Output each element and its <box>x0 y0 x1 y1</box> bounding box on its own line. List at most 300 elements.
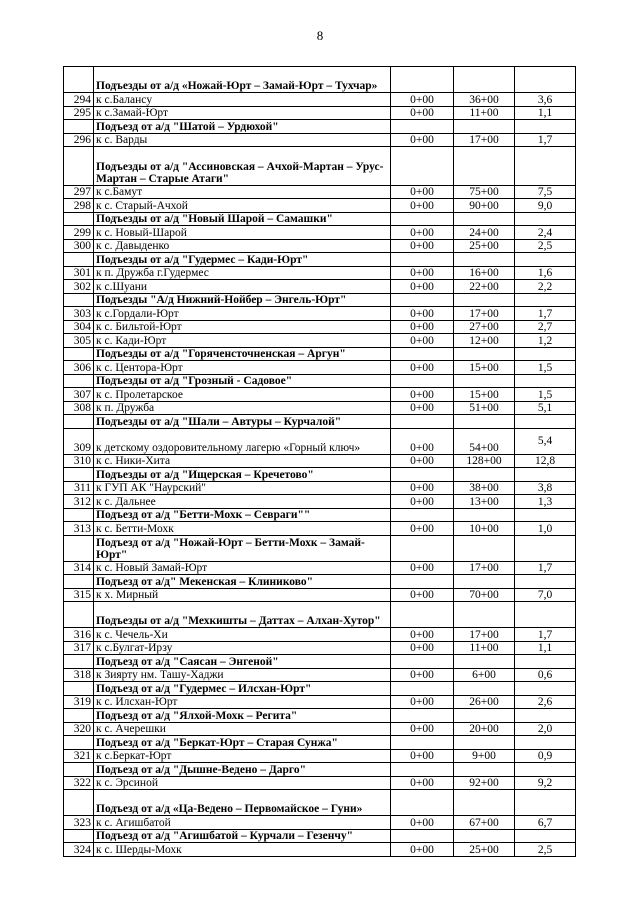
start-km-cell: 0+00 <box>391 401 454 415</box>
group-name-cell: Подъезд от а/д «Ца-Ведено – Первомайское – Гуни» <box>94 790 391 816</box>
end-km-cell: 17+00 <box>454 561 515 575</box>
group-header-row <box>64 253 576 267</box>
end-km-cell <box>454 120 515 134</box>
table-row <box>64 481 576 495</box>
row-number-cell: 313 <box>64 522 94 536</box>
table-row <box>64 628 576 642</box>
row-number-cell: 311 <box>64 481 94 495</box>
start-km-cell <box>391 535 454 561</box>
group-header-row <box>64 468 576 482</box>
row-number-cell <box>64 468 94 482</box>
row-number-cell <box>64 736 94 750</box>
end-km-cell: 38+00 <box>454 481 515 495</box>
group-name-cell: Подъезд от а/д "Ялхой-Мохк – Регита" <box>94 709 391 723</box>
group-header-row <box>64 535 576 561</box>
length-cell <box>515 374 576 388</box>
start-km-cell: 0+00 <box>391 722 454 736</box>
start-km-cell <box>391 293 454 307</box>
destination-cell: к с. Дальнее <box>94 495 391 509</box>
start-km-cell <box>391 575 454 589</box>
row-number-cell <box>64 829 94 843</box>
destination-cell: к Зиярту нм. Ташу-Хаджи <box>94 668 391 682</box>
group-name-cell: Подъезд от а/д "Шатой – Урдюхой" <box>94 120 391 134</box>
end-km-cell <box>454 709 515 723</box>
destination-cell: к с. Пролетарское <box>94 388 391 402</box>
start-km-cell <box>391 347 454 361</box>
length-cell: 1,7 <box>515 133 576 147</box>
destination-cell: к с. Давыденко <box>94 239 391 253</box>
end-km-cell: 13+00 <box>454 495 515 509</box>
end-km-cell: 24+00 <box>454 226 515 240</box>
destination-cell: к с.Беркат-Юрт <box>94 749 391 763</box>
row-number-cell <box>64 120 94 134</box>
table-body <box>64 67 576 857</box>
destination-cell: к с. Варды <box>94 133 391 147</box>
row-number-cell <box>64 147 94 186</box>
table-row <box>64 776 576 790</box>
table-row <box>64 320 576 334</box>
row-number-cell: 320 <box>64 722 94 736</box>
table-row <box>64 361 576 375</box>
table-row <box>64 307 576 321</box>
length-cell <box>515 147 576 186</box>
start-km-cell: 0+00 <box>391 522 454 536</box>
length-cell <box>515 535 576 561</box>
group-name-cell: Подъезд от а/д" Мекенская – Клиниково" <box>94 575 391 589</box>
group-header-row <box>64 212 576 226</box>
table-row <box>64 843 576 857</box>
start-km-cell: 0+00 <box>391 93 454 107</box>
row-number-cell: 301 <box>64 266 94 280</box>
length-cell: 1,5 <box>515 361 576 375</box>
row-number-cell: 295 <box>64 106 94 120</box>
table-row <box>64 428 576 454</box>
end-km-cell: 67+00 <box>454 816 515 830</box>
table-row <box>64 334 576 348</box>
start-km-cell <box>391 790 454 816</box>
row-number-cell <box>64 709 94 723</box>
destination-cell: к с. Центора-Юрт <box>94 361 391 375</box>
group-name-cell: Подъезды "А/д Нижний-Нойбер – Энгель-Юрт" <box>94 293 391 307</box>
group-header-row <box>64 763 576 777</box>
end-km-cell <box>454 468 515 482</box>
start-km-cell <box>391 120 454 134</box>
length-cell <box>515 347 576 361</box>
row-number-cell <box>64 253 94 267</box>
length-cell: 7,5 <box>515 185 576 199</box>
start-km-cell: 0+00 <box>391 199 454 213</box>
start-km-cell: 0+00 <box>391 454 454 468</box>
destination-cell: к с. Новый-Шарой <box>94 226 391 240</box>
group-name-cell: Подъезд от а/д "Ножай-Юрт – Бетти-Мохк – Замай-Юрт" <box>94 535 391 561</box>
length-cell: 2,7 <box>515 320 576 334</box>
destination-cell: к х. Мирный <box>94 588 391 602</box>
table-row <box>64 133 576 147</box>
row-number-cell: 299 <box>64 226 94 240</box>
group-header-row <box>64 575 576 589</box>
row-number-cell: 324 <box>64 843 94 857</box>
length-cell: 6,7 <box>515 816 576 830</box>
end-km-cell <box>454 212 515 226</box>
length-cell: 2,4 <box>515 226 576 240</box>
end-km-cell: 11+00 <box>454 641 515 655</box>
row-number-cell <box>64 415 94 429</box>
start-km-cell <box>391 829 454 843</box>
row-number-cell <box>64 212 94 226</box>
length-cell <box>515 253 576 267</box>
destination-cell: к с. Ачерешки <box>94 722 391 736</box>
row-number-cell: 318 <box>64 668 94 682</box>
end-km-cell: 6+00 <box>454 668 515 682</box>
destination-cell: к с. Илсхан-Юрт <box>94 695 391 709</box>
row-number-cell <box>64 655 94 669</box>
end-km-cell <box>454 347 515 361</box>
row-number-cell: 303 <box>64 307 94 321</box>
destination-cell: к с. Шерды-Мохк <box>94 843 391 857</box>
start-km-cell: 0+00 <box>391 561 454 575</box>
group-name-cell: Подъезды от а/д "Новый Шарой – Самашки" <box>94 212 391 226</box>
start-km-cell <box>391 763 454 777</box>
group-name-cell: Подъезды от а/д "Грозный - Садовое" <box>94 374 391 388</box>
end-km-cell <box>454 67 515 93</box>
group-name-cell: Подъезды от а/д "Ищерская – Кречетово" <box>94 468 391 482</box>
length-cell <box>515 602 576 628</box>
end-km-cell: 36+00 <box>454 93 515 107</box>
end-km-cell: 15+00 <box>454 388 515 402</box>
table-row <box>64 388 576 402</box>
end-km-cell: 10+00 <box>454 522 515 536</box>
length-cell: 1,2 <box>515 334 576 348</box>
start-km-cell <box>391 682 454 696</box>
row-number-cell: 297 <box>64 185 94 199</box>
destination-cell: к ГУП АК "Наурский" <box>94 481 391 495</box>
start-km-cell: 0+00 <box>391 588 454 602</box>
end-km-cell: 27+00 <box>454 320 515 334</box>
row-number-cell: 296 <box>64 133 94 147</box>
start-km-cell: 0+00 <box>391 280 454 294</box>
start-km-cell <box>391 709 454 723</box>
length-cell: 1,0 <box>515 522 576 536</box>
group-name-cell: Подъезды от а/д "Шали – Автуры – Курчалой" <box>94 415 391 429</box>
end-km-cell: 17+00 <box>454 307 515 321</box>
destination-cell: к с. Агишбатой <box>94 816 391 830</box>
start-km-cell: 0+00 <box>391 481 454 495</box>
destination-cell: к с.Гордали-Юрт <box>94 307 391 321</box>
length-cell: 1,7 <box>515 561 576 575</box>
end-km-cell: 17+00 <box>454 628 515 642</box>
length-cell <box>515 508 576 522</box>
row-number-cell: 307 <box>64 388 94 402</box>
start-km-cell <box>391 736 454 750</box>
length-cell: 1,7 <box>515 307 576 321</box>
destination-cell: к с.Булгат-Ирзу <box>94 641 391 655</box>
start-km-cell: 0+00 <box>391 185 454 199</box>
length-cell <box>515 709 576 723</box>
destination-cell: к с. Старый-Ачхой <box>94 199 391 213</box>
group-header-row <box>64 347 576 361</box>
end-km-cell: 11+00 <box>454 106 515 120</box>
destination-cell: к с.Замай-Юрт <box>94 106 391 120</box>
destination-cell: к п. Дружба г.Гудермес <box>94 266 391 280</box>
start-km-cell: 0+00 <box>391 239 454 253</box>
end-km-cell <box>454 655 515 669</box>
row-number-cell: 298 <box>64 199 94 213</box>
group-header-row <box>64 508 576 522</box>
end-km-cell: 54+00 <box>454 428 515 454</box>
end-km-cell: 17+00 <box>454 133 515 147</box>
start-km-cell: 0+00 <box>391 307 454 321</box>
group-name-cell: Подъезды от а/д "Горяченсточненская – Аргун" <box>94 347 391 361</box>
row-number-cell: 317 <box>64 641 94 655</box>
row-number-cell <box>64 790 94 816</box>
row-number-cell: 302 <box>64 280 94 294</box>
end-km-cell: 9+00 <box>454 749 515 763</box>
row-number-cell: 309 <box>64 428 94 454</box>
end-km-cell <box>454 374 515 388</box>
row-number-cell: 312 <box>64 495 94 509</box>
row-number-cell <box>64 293 94 307</box>
start-km-cell: 0+00 <box>391 843 454 857</box>
start-km-cell: 0+00 <box>391 816 454 830</box>
start-km-cell <box>391 212 454 226</box>
start-km-cell: 0+00 <box>391 641 454 655</box>
start-km-cell: 0+00 <box>391 133 454 147</box>
length-cell: 2,6 <box>515 695 576 709</box>
end-km-cell: 20+00 <box>454 722 515 736</box>
length-cell <box>515 829 576 843</box>
start-km-cell: 0+00 <box>391 776 454 790</box>
length-cell: 1,7 <box>515 628 576 642</box>
group-name-cell: Подъезд от а/д "Бетти-Мохк – Севраги"" <box>94 508 391 522</box>
start-km-cell <box>391 655 454 669</box>
group-header-row <box>64 67 576 93</box>
end-km-cell: 90+00 <box>454 199 515 213</box>
group-name-cell: Подъезды от а/д «Ножай-Юрт – Замай-Юрт – Тухчар» <box>94 67 391 93</box>
length-cell: 1,3 <box>515 495 576 509</box>
table-row <box>64 641 576 655</box>
length-cell <box>515 468 576 482</box>
table-row <box>64 749 576 763</box>
length-cell <box>515 736 576 750</box>
row-number-cell: 310 <box>64 454 94 468</box>
length-cell <box>515 415 576 429</box>
end-km-cell: 12+00 <box>454 334 515 348</box>
row-number-cell: 315 <box>64 588 94 602</box>
length-cell <box>515 212 576 226</box>
length-cell: 2,5 <box>515 239 576 253</box>
destination-cell: к с.Баланcу <box>94 93 391 107</box>
destination-cell: к с.Шуани <box>94 280 391 294</box>
end-km-cell <box>454 575 515 589</box>
start-km-cell: 0+00 <box>391 749 454 763</box>
row-number-cell <box>64 682 94 696</box>
row-number-cell <box>64 374 94 388</box>
row-number-cell: 306 <box>64 361 94 375</box>
start-km-cell: 0+00 <box>391 226 454 240</box>
row-number-cell: 314 <box>64 561 94 575</box>
table-row <box>64 668 576 682</box>
row-number-cell: 323 <box>64 816 94 830</box>
end-km-cell <box>454 829 515 843</box>
end-km-cell: 75+00 <box>454 185 515 199</box>
end-km-cell <box>454 293 515 307</box>
table-row <box>64 280 576 294</box>
end-km-cell <box>454 535 515 561</box>
group-header-row <box>64 374 576 388</box>
group-name-cell: Подъезд от а/д "Беркат-Юрт – Старая Сунжа" <box>94 736 391 750</box>
group-name-cell: Подъезд от а/д "Дышне-Ведено – Дарго" <box>94 763 391 777</box>
start-km-cell <box>391 508 454 522</box>
table-row <box>64 588 576 602</box>
end-km-cell <box>454 415 515 429</box>
start-km-cell: 0+00 <box>391 695 454 709</box>
start-km-cell <box>391 602 454 628</box>
row-number-cell: 294 <box>64 93 94 107</box>
start-km-cell: 0+00 <box>391 428 454 454</box>
length-cell: 5,4 <box>515 428 576 454</box>
destination-cell: к с. Кади-Юрт <box>94 334 391 348</box>
group-header-row <box>64 829 576 843</box>
length-cell: 3,8 <box>515 481 576 495</box>
destination-cell: к п. Дружба <box>94 401 391 415</box>
length-cell: 1,5 <box>515 388 576 402</box>
length-cell: 2,0 <box>515 722 576 736</box>
length-cell <box>515 790 576 816</box>
start-km-cell <box>391 415 454 429</box>
end-km-cell: 16+00 <box>454 266 515 280</box>
group-header-row <box>64 655 576 669</box>
row-number-cell <box>64 535 94 561</box>
group-name-cell: Подъезды от а/д "Мехкишты – Даттах – Алхан-Хутор" <box>94 602 391 628</box>
row-number-cell <box>64 508 94 522</box>
table-row <box>64 401 576 415</box>
end-km-cell <box>454 147 515 186</box>
row-number-cell: 308 <box>64 401 94 415</box>
start-km-cell: 0+00 <box>391 628 454 642</box>
end-km-cell: 51+00 <box>454 401 515 415</box>
end-km-cell: 25+00 <box>454 843 515 857</box>
table-row <box>64 561 576 575</box>
start-km-cell <box>391 67 454 93</box>
road-access-table <box>63 66 576 857</box>
row-number-cell: 322 <box>64 776 94 790</box>
group-header-row <box>64 415 576 429</box>
group-header-row <box>64 790 576 816</box>
group-name-cell: Подъезды от а/д "Ассиновская – Ачхой-Мартан – Урус-Мартан – Старые Атаги" <box>94 147 391 186</box>
group-name-cell: Подъезд от а/д "Гудермес – Илсхан-Юрт" <box>94 682 391 696</box>
end-km-cell: 92+00 <box>454 776 515 790</box>
end-km-cell: 15+00 <box>454 361 515 375</box>
row-number-cell <box>64 763 94 777</box>
row-number-cell <box>64 347 94 361</box>
group-name-cell: Подъезд от а/д "Агишбатой – Курчали – Гезенчу" <box>94 829 391 843</box>
length-cell <box>515 655 576 669</box>
table-row <box>64 816 576 830</box>
destination-cell: к с.Бамут <box>94 185 391 199</box>
table-row <box>64 695 576 709</box>
destination-cell: к с. Новый Замай-Юрт <box>94 561 391 575</box>
start-km-cell: 0+00 <box>391 266 454 280</box>
group-header-row <box>64 602 576 628</box>
table-row <box>64 199 576 213</box>
length-cell <box>515 682 576 696</box>
length-cell: 1,1 <box>515 106 576 120</box>
start-km-cell <box>391 374 454 388</box>
length-cell: 1,1 <box>515 641 576 655</box>
table-row <box>64 266 576 280</box>
end-km-cell <box>454 508 515 522</box>
group-header-row <box>64 293 576 307</box>
group-name-cell: Подъезды от а/д "Гудермес – Кади-Юрт" <box>94 253 391 267</box>
start-km-cell: 0+00 <box>391 495 454 509</box>
end-km-cell <box>454 736 515 750</box>
group-header-row <box>64 120 576 134</box>
group-header-row <box>64 147 576 186</box>
table-row <box>64 454 576 468</box>
end-km-cell <box>454 253 515 267</box>
end-km-cell: 22+00 <box>454 280 515 294</box>
destination-cell: к детскому оздоровительному лагерю «Горный ключ» <box>94 428 391 454</box>
start-km-cell: 0+00 <box>391 320 454 334</box>
table-row <box>64 226 576 240</box>
end-km-cell <box>454 790 515 816</box>
page-number: 8 <box>316 28 324 43</box>
length-cell <box>515 763 576 777</box>
end-km-cell: 25+00 <box>454 239 515 253</box>
length-cell <box>515 575 576 589</box>
row-number-cell: 316 <box>64 628 94 642</box>
table-row <box>64 722 576 736</box>
length-cell: 1,6 <box>515 266 576 280</box>
length-cell: 0,6 <box>515 668 576 682</box>
table-row <box>64 239 576 253</box>
row-number-cell <box>64 575 94 589</box>
start-km-cell: 0+00 <box>391 361 454 375</box>
row-number-cell: 319 <box>64 695 94 709</box>
destination-cell: к с. Бильтой-Юрт <box>94 320 391 334</box>
table-row <box>64 185 576 199</box>
length-cell: 2,5 <box>515 843 576 857</box>
group-header-row <box>64 736 576 750</box>
length-cell: 9,0 <box>515 199 576 213</box>
table-row <box>64 93 576 107</box>
length-cell: 12,8 <box>515 454 576 468</box>
length-cell <box>515 120 576 134</box>
length-cell: 5,1 <box>515 401 576 415</box>
row-number-cell: 305 <box>64 334 94 348</box>
end-km-cell: 70+00 <box>454 588 515 602</box>
destination-cell: к с. Ники-Хита <box>94 454 391 468</box>
group-name-cell: Подъезд от а/д "Саясан – Энгеной" <box>94 655 391 669</box>
length-cell <box>515 67 576 93</box>
group-header-row <box>64 709 576 723</box>
row-number-cell: 304 <box>64 320 94 334</box>
end-km-cell: 26+00 <box>454 695 515 709</box>
table-row <box>64 106 576 120</box>
end-km-cell <box>454 602 515 628</box>
start-km-cell: 0+00 <box>391 388 454 402</box>
end-km-cell <box>454 763 515 777</box>
start-km-cell <box>391 253 454 267</box>
table-row <box>64 495 576 509</box>
end-km-cell: 128+00 <box>454 454 515 468</box>
start-km-cell <box>391 147 454 186</box>
start-km-cell <box>391 468 454 482</box>
start-km-cell: 0+00 <box>391 668 454 682</box>
start-km-cell: 0+00 <box>391 334 454 348</box>
row-number-cell: 300 <box>64 239 94 253</box>
destination-cell: к с. Бетти-Мохк <box>94 522 391 536</box>
